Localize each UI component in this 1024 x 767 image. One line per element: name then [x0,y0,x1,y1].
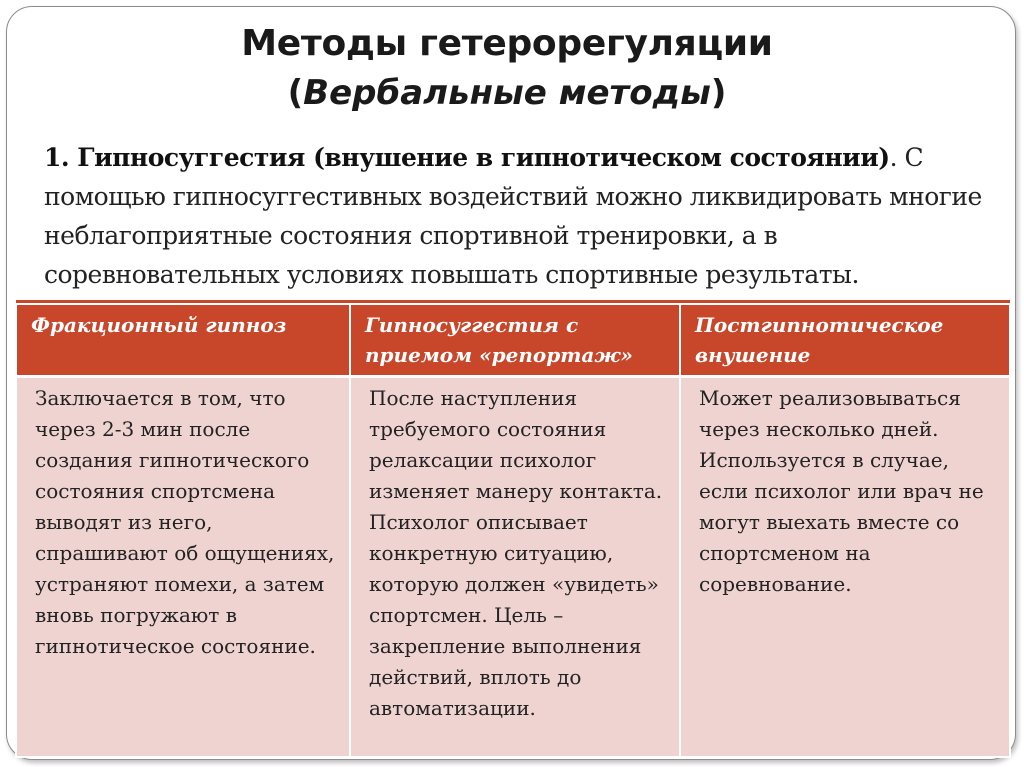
header-reportage-suggestion: Гипносуггестия с приемом «репортаж» [350,304,680,377]
table-row [16,377,1010,758]
intro-paragraph [44,138,994,294]
title-main: Методы гетерорегуляции [241,23,773,64]
header-fractional-hypnosis: Фракционный гипноз [16,304,350,377]
intro-heading: 1. Гипносуггестия (внушение в гипнотическом состоянии) [44,143,890,172]
intro-text: . С помощью гипносуггестивных воздействий можно ликвидировать многие неблагоприятные состояния спортивной тренировки, а в соревновательных условиях повышать спортивные результаты. [44,143,982,289]
table-header-row [16,304,1010,377]
methods-table [15,300,1011,758]
cell-reportage-suggestion: После наступления требуемого состояния релаксации психолог изменяет манеру контакта. Психолог описывает конкретную ситуацию, которую должен «увидеть» спортсмен. Цель – закрепление выполнения действий, вплоть до автоматизации. [350,377,680,758]
slide-frame [6,6,1016,760]
subtitle-text: Вербальные методы [303,73,711,113]
subtitle-close-paren: ) [710,73,727,113]
header-posthypnotic-suggestion: Постгипнотическое внушение [680,304,1010,377]
cell-posthypnotic-suggestion: Может реализовываться через несколько дней. Используется в случае, если психолог или врач не могут выехать вместе со спортсменом на соревнование. [680,377,1010,758]
title-subtitle [47,69,967,117]
slide-title [47,19,967,117]
cell-fractional-hypnosis: Заключается в том, что через 2-3 мин после создания гипнотического состояния спортсмена выводят из него, спрашивают об ощущениях, устраняют помехи, а затем вновь погружают в гипнотическое состояние. [16,377,350,758]
subtitle-open-paren: ( [287,73,304,113]
